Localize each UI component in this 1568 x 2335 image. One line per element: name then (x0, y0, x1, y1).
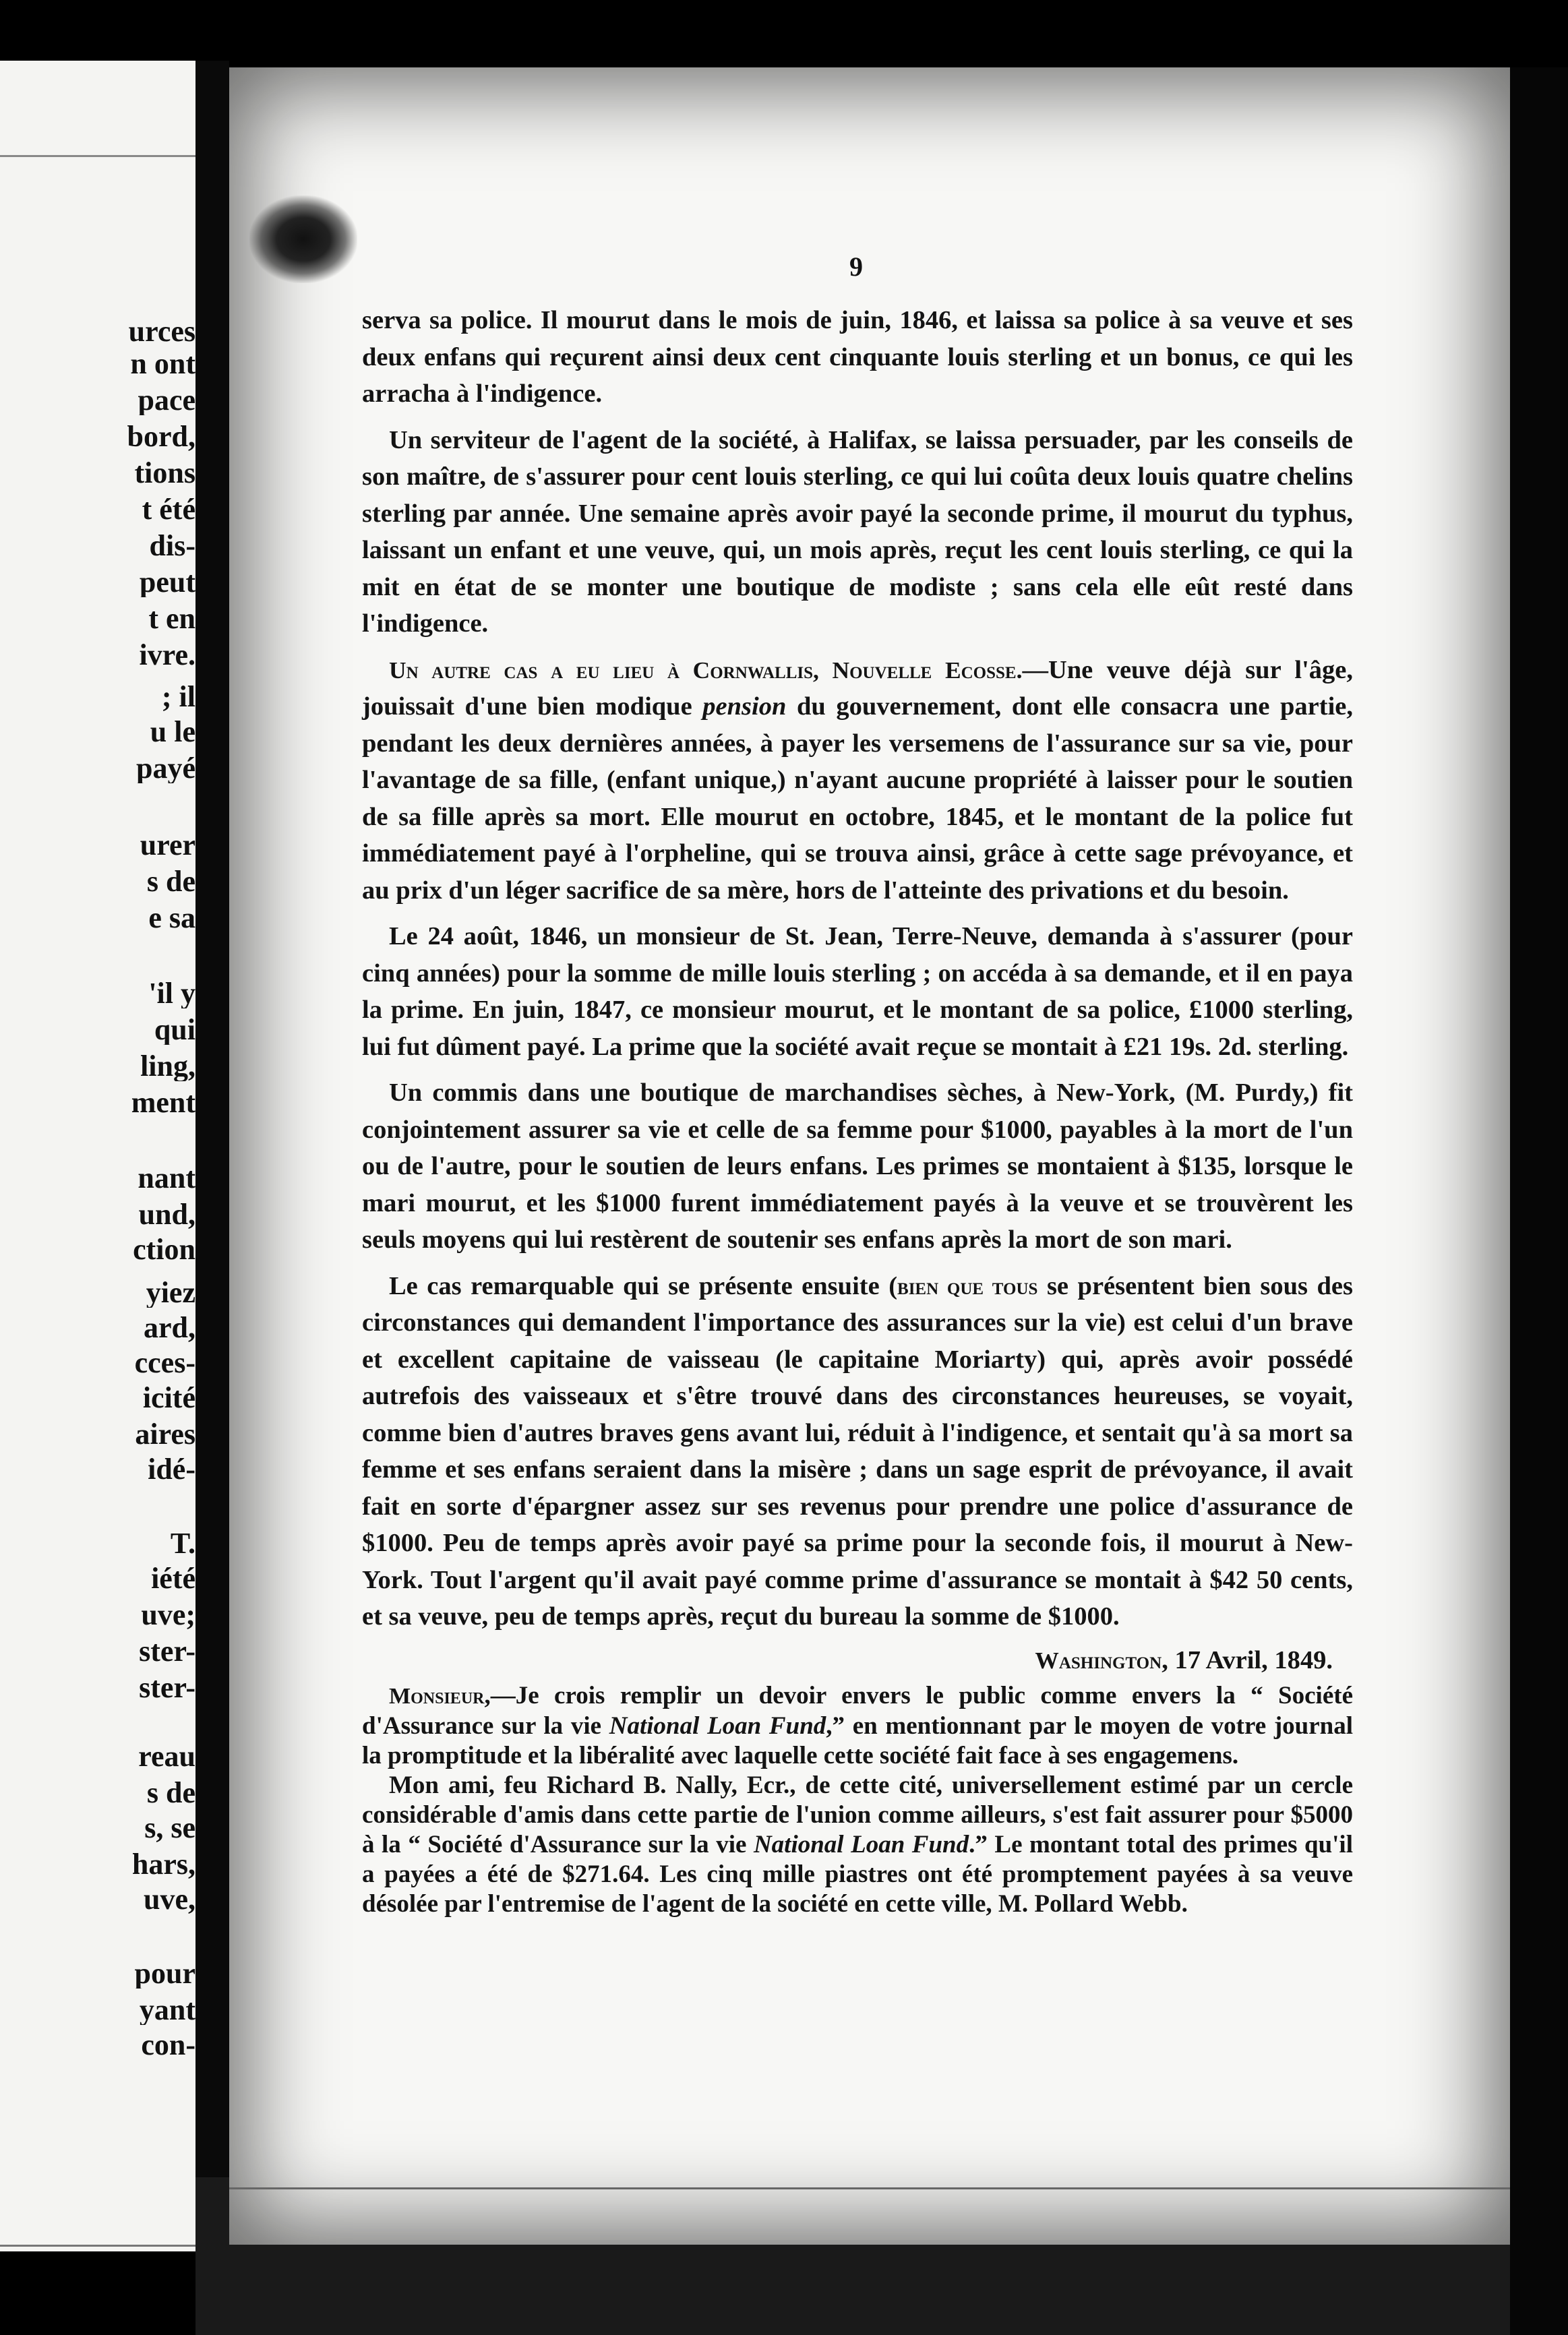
left-page-line-fragment: dis- (149, 531, 195, 561)
left-page-line-fragment: uve, (144, 1885, 195, 1914)
paragraph (362, 422, 1353, 642)
italic-text: pension (702, 692, 787, 721)
left-page-line-fragment: aires (135, 1420, 195, 1449)
letter-dateline (362, 1642, 1353, 1679)
text-run: du gouvernement, dont elle consacra une partie, pendant les deux dernières années, à payer les versemens de l'assurance sur sa vie, pour l'avantage de sa fille, (enfant unique,) n'ayant aucune propriété à laisser pour le soutien de sa fille après sa mort. Elle mourut en octobre, 1845, et le montant de la police fut immédiatement payé à l'orpheline, qui se trouva ainsi, grâce à cette sage prévoyance, et au prix d'un léger sacrifice de sa mère, hors de l'atteinte des privations et du besoin. (362, 692, 1353, 905)
small-caps-text: Un autre cas a eu lieu à Cornwallis, Nouvelle Ecosse. (389, 656, 1023, 684)
left-page-line-fragment: reau (138, 1742, 195, 1771)
letter-paragraph (362, 1771, 1353, 1919)
text-run: serva sa police. Il mourut dans le mois de juin, 1846, et laissa sa police à sa veuve et ses deux enfans qui reçurent ainsi deux cent cinquante louis sterling et un bonus, ce qui les arracha à l'indigence. (362, 306, 1353, 408)
text-run: Le 24 août, 1846, un monsieur de St. Jean, Terre-Neuve, demanda à s'assurer (pour cinq années) pour la somme de mille louis sterling ; on accéda à sa demande, et il en paya la prime. En juin, 1847, ce monsieur mourut, et le montant de sa police, £1000 sterling, lui fut dûment payé. La prime que la société avait reçue se montait à £21 19s. 2d. sterling. (362, 922, 1353, 1061)
text-run: —Une veuve déjà sur l'âge, jouissait d'une bien modique (362, 655, 1354, 721)
paragraph (362, 1074, 1353, 1259)
left-page-line-fragment: idé- (148, 1455, 195, 1484)
left-page-line-fragment: ; il (161, 682, 195, 712)
ink-stain (249, 195, 357, 283)
text-run: Un serviteur de l'agent de la société, à Halifax, se laissa persuader, par les conseils de son maître, de s'assurer pour cent louis sterling, ce qui lui coûta deux louis quatre chelins sterling par année. Une semaine après avoir payé la seconde prime, il mourut du typhus, laissant un enfant et une veuve, qui, un mois après, reçut les cent louis sterling, ce qui la mit en état de se monter une boutique de modiste ; sans cela elle eût resté dans l'indigence. (362, 425, 1353, 638)
left-page-line-fragment: nant (138, 1163, 195, 1193)
scan-right-border (1510, 67, 1568, 2335)
left-page-line-fragment: ster- (139, 1673, 195, 1703)
left-page-line-fragment: tions (134, 458, 195, 488)
left-page-line-fragment: icité (142, 1383, 195, 1413)
left-page-line-fragment: ster- (139, 1637, 195, 1666)
text-run: , 17 Avril, 1849. (1162, 1645, 1333, 1674)
left-page-line-fragment: t en (148, 604, 195, 634)
letter-body (362, 1681, 1353, 1919)
left-page-bottom-rule (0, 2245, 195, 2247)
left-page-line-fragment: payé (136, 754, 195, 783)
left-page-line-fragment: hars, (131, 1850, 195, 1879)
page-text-column (362, 302, 1353, 1919)
italic-text: National Loan Fund (753, 1831, 969, 1858)
text-run: .” Le montant total des primes qu'il a payées a été de $271.64. Les cinq mille piastres ont été promptement payées à sa veuve désolée par l'entremise de l'agent de la société en cette ville, M. Pollard Webb. (362, 1831, 1353, 1918)
left-page-rule (0, 155, 195, 157)
left-page-line-fragment: t été (142, 495, 195, 524)
small-caps-text: Washington (1035, 1646, 1162, 1674)
left-page-line-fragment: pace (138, 386, 195, 415)
left-page-line-fragment: n ont (130, 349, 195, 379)
left-page-line-fragment: ction (133, 1235, 195, 1265)
page-bottom-rule (229, 2187, 1510, 2189)
left-page-line-fragment: ard, (144, 1313, 195, 1343)
paragraph (362, 652, 1353, 909)
page-number: 9 (849, 251, 863, 282)
left-page-line-fragment: uve; (141, 1600, 195, 1630)
left-page-line-fragment: iété (151, 1564, 195, 1594)
paragraph (362, 918, 1353, 1065)
text-run: Le cas remarquable qui se présente ensuite ( (389, 1271, 898, 1300)
left-page-line-fragment: peut (139, 568, 195, 597)
italic-text: National Loan Fund (609, 1712, 826, 1740)
text-run: ,—Je crois remplir un devoir envers le public comme envers la “ Société d'Assurance sur la vie (362, 1682, 1353, 1740)
text-run: Un commis dans une boutique de marchandises sèches, à New-York, (M. Purdy,) fit conjointement assurer sa vie et celle de sa femme pour $1000, payables à la mort de l'un ou de l'autre, pour le soutien de leurs enfans. Les primes se montaient à $135, lorsque le mari mourut, et les $1000 furent immédiatement payés à la veuve et se trouvèrent les seuls moyens qui lui restèrent de soutenir ses enfans après la mort de son mari. (362, 1079, 1353, 1254)
left-page-line-fragment: cces- (134, 1348, 195, 1378)
left-page-line-fragment: ivre. (139, 640, 195, 670)
paragraph (362, 1268, 1353, 1635)
book-gutter (195, 61, 229, 2335)
left-page-line-fragment: e sa (148, 903, 195, 933)
left-page-line-fragment: 'il y (148, 979, 195, 1008)
text-run: Mon ami, feu Richard B. Nally, Ecr., de cette cité, universellement estimé par un cercle considérable d'amis dans cette partie de l'union comme ailleurs, s'est fait assurer pour $5000 à la “ Société d'Assurance sur la vie (362, 1771, 1353, 1858)
left-page-line-fragment: yiez (146, 1278, 195, 1308)
letter-paragraph (362, 1681, 1353, 1771)
left-page-line-fragment: urer (140, 830, 195, 860)
left-page-line-fragment: yant (139, 1995, 195, 2025)
small-caps-text: Monsieur (389, 1684, 485, 1709)
left-page-line-fragment: bord, (127, 422, 195, 452)
left-page-line-fragment: con- (141, 2030, 195, 2060)
left-page-line-fragment: T. (170, 1529, 195, 1558)
text-run: se présentent bien sous des circonstances qui demandent l'importance des assurances sur la vie) est celui d'un brave et excellent capitaine de vaisseau (le capitaine Moriarty) qui, après avoir possédé autrefois des vaisseaux et s'être trouvé dans des circonstances heureuses, se voyait, comme bien d'autres braves gens avant lui, réduit à l'indigence, et sentait qu'à sa mort sa femme et ses enfans seraient dans la misère ; dans un sage esprit de prévoyance, il avait fait en sorte d'épargner assez sur ses revenus pour prendre une police d'assurance de $1000. Peu de temps après avoir payé sa prime pour la seconde fois, il mourut à New-York. Tout l'argent qu'il avait payé comme prime d'assurance se montait à $42 50 cents, et sa veuve, peu de temps après, reçut du bureau la somme de $1000. (362, 1271, 1353, 1631)
left-page-line-fragment: pour (134, 1959, 195, 1989)
body-paragraphs (362, 302, 1353, 1635)
scan-top-border (0, 0, 1568, 74)
left-page-line-fragment: qui (154, 1015, 195, 1045)
paragraph (362, 302, 1353, 413)
left-page-line-fragment: und, (138, 1200, 195, 1230)
left-page-line-fragment: s, se (144, 1813, 195, 1843)
left-page-line-fragment: ment (131, 1088, 195, 1118)
left-page-line-fragment: u le (150, 717, 195, 747)
left-page-line-fragment: s de (146, 1778, 195, 1808)
text-run: ,” en mentionnant par le moyen de votre journal la promptitude et la libéralité avec laquelle cette société fait face à ses engagemens. (362, 1712, 1354, 1769)
left-page-line-fragment: urces (128, 317, 195, 346)
left-page-line-fragment: s de (146, 867, 195, 897)
small-caps-text: bien que tous (897, 1272, 1038, 1300)
left-page-line-fragment: ling, (140, 1052, 195, 1081)
